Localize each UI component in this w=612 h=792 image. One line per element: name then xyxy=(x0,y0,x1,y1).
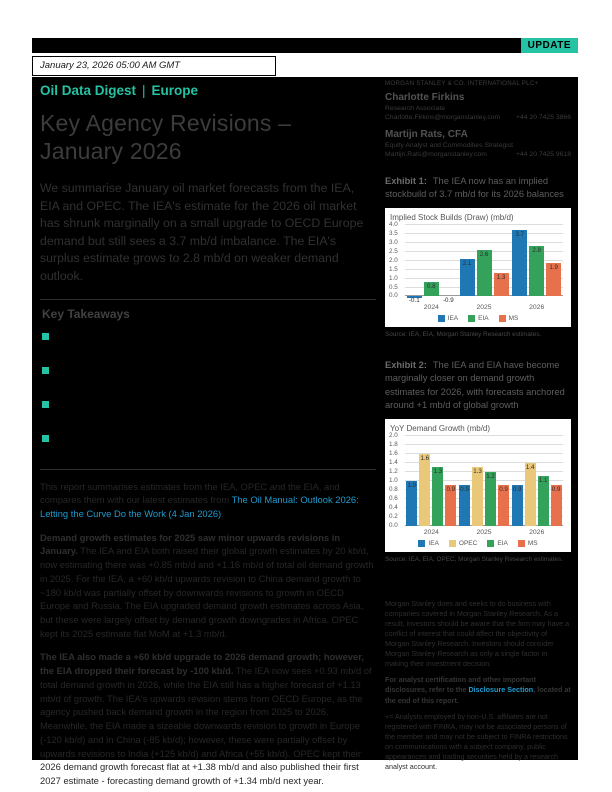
x-tick-label: 2026 xyxy=(529,528,545,536)
y-tick-label: 1.6 xyxy=(389,449,398,457)
y-tick-label: 1.4 xyxy=(389,458,398,466)
analyst-name: Martijn Rats, CFA xyxy=(385,129,468,140)
legend-item-eia xyxy=(468,315,488,322)
exhibit-1-caption xyxy=(385,175,571,202)
y-tick-label: 4.0 xyxy=(389,220,398,228)
gridline xyxy=(405,444,563,445)
entity-line: MORGAN STANLEY & CO. INTERNATIONAL PLC+ xyxy=(385,80,539,87)
gridline xyxy=(405,242,563,243)
x-tick-label: 2025 xyxy=(476,303,492,311)
bar-value-label: 1.0 xyxy=(407,481,417,489)
key-takeaways-list xyxy=(42,327,376,463)
analyst-name: Charlotte Firkins xyxy=(385,92,465,103)
y-tick-label: 1.5 xyxy=(389,265,398,273)
top-bar xyxy=(32,38,578,53)
legend-swatch-icon xyxy=(487,540,494,547)
bar-value-label: -0.9 xyxy=(442,297,454,305)
bar-value-label: 1.2 xyxy=(486,472,495,480)
bar-value-label: 2.8 xyxy=(532,247,541,255)
page-title: Key Agency Revisions – January 2026 xyxy=(40,110,292,165)
bar-value-label: 0.9 xyxy=(446,486,456,494)
analyst-1 xyxy=(385,92,571,121)
bar-value-label: 0.9 xyxy=(512,486,522,494)
disclosure-certification xyxy=(385,675,571,705)
bullet-square-icon xyxy=(42,333,49,340)
bar-eia-2024 xyxy=(432,467,443,526)
legend-swatch-icon xyxy=(438,315,445,322)
y-tick-label: 0.0 xyxy=(389,521,398,529)
y-tick-label: 0.8 xyxy=(389,485,398,493)
disclosure-finra: += Analysts employed by non-U.S. affiliates are not registered with FINRA, may not be associated persons of the member and may not be subject to FINRA restrictions on communications with a subject company, public appearances and trading securities held by a research analyst account. xyxy=(385,711,568,771)
chart-title: Implied Stock Builds (Draw) (mb/d) xyxy=(390,212,514,222)
left-column xyxy=(40,77,376,788)
legend-label: MS xyxy=(508,314,519,322)
bar-opec-2024 xyxy=(419,454,430,526)
y-tick-label: 0.2 xyxy=(389,512,398,520)
masthead xyxy=(40,83,376,98)
analyst-2 xyxy=(385,129,571,158)
bar-value-label: 0.9 xyxy=(499,486,508,494)
x-tick-label: 2025 xyxy=(476,528,492,536)
bullet-square-icon xyxy=(42,401,49,408)
exhibit-1-source: Source: IEA, EIA, Morgan Stanley Research estimates. xyxy=(385,330,542,338)
chart-plot-area xyxy=(389,431,567,529)
paragraph-intro xyxy=(40,480,376,521)
bar-opec-2026 xyxy=(525,463,536,526)
bar-value-label: 0.8 xyxy=(427,283,436,291)
y-tick-label: 1.2 xyxy=(389,467,398,475)
exhibit-2-caption-text: The IEA and EIA have become marginally closer on demand growth estimates for 2026, with forecasts anchored around +1 mb/d of global growth xyxy=(385,359,565,411)
paragraph-2025-lead: Demand growth estimates for 2025 saw minor upwards revisions in January. xyxy=(40,531,341,557)
update-badge: UPDATE xyxy=(521,38,578,53)
bar-value-label: 0.9 xyxy=(460,486,469,494)
analyst-role: Research Associate xyxy=(385,105,446,112)
disclosure-cert-post: , located at the end of this report. xyxy=(385,685,571,705)
legend-swatch-icon xyxy=(468,315,475,322)
bar-value-label: -0.1 xyxy=(408,297,420,305)
y-tick-label: 0.6 xyxy=(389,494,398,502)
abstract: We summarise January oil market forecasts from the IEA, EIA and OPEC. The IEA's estimate for the 2026 oil market has shrunk marginally on a small upgrade to OECD Europe demand but still sees a 3.7 mb/d imbalance. The EIA's surplus estimate grows to 2.8 mb/d on weaker demand outlook. xyxy=(40,181,364,283)
masthead-separator: | xyxy=(142,83,146,98)
gridline xyxy=(405,435,563,436)
masthead-region: Europe xyxy=(151,83,199,98)
body-text xyxy=(40,480,376,788)
x-tick-label: 2026 xyxy=(529,303,545,311)
chart-legend xyxy=(389,536,567,549)
legend-item-iea xyxy=(438,315,458,322)
y-tick-label: 1.0 xyxy=(389,476,398,484)
y-tick-label: 1.0 xyxy=(389,274,398,282)
exhibit-2-chart xyxy=(385,419,571,552)
takeaway-item xyxy=(42,395,376,429)
bar-value-label: 1.4 xyxy=(525,463,535,471)
publish-date: January 23, 2026 05:00 AM GMT xyxy=(32,56,276,76)
analyst-email[interactable]: Martijn.Rats@morganstanley.com xyxy=(385,151,487,158)
exhibit-2-caption xyxy=(385,359,571,413)
exhibit-2-source: Source: IEA, EIA, OPEC, Morgan Stanley Research estimates. xyxy=(385,555,563,563)
legend-item-ms xyxy=(518,540,538,547)
paragraph-2026-revisions xyxy=(40,650,376,787)
bar-iea-2026 xyxy=(512,230,527,296)
exhibit-1-label: Exhibit 1: xyxy=(385,176,427,186)
legend-label: EIA xyxy=(478,314,489,322)
legend-label: IEA xyxy=(447,314,459,322)
legend-label: OPEC xyxy=(458,539,478,547)
y-tick-label: 1.8 xyxy=(389,440,398,448)
y-tick-label: 2.0 xyxy=(389,256,398,264)
key-takeaways-section xyxy=(40,299,376,470)
chart-title: YoY Demand Growth (mb/d) xyxy=(390,423,491,433)
disclosure-section-link[interactable]: Disclosure Section xyxy=(468,685,534,695)
bar-value-label: 1.9 xyxy=(549,263,558,271)
legend-label: MS xyxy=(527,539,538,547)
exhibit-2-label: Exhibit 2: xyxy=(385,359,427,370)
bar-value-label: 2.6 xyxy=(479,250,489,258)
y-tick-label: 3.0 xyxy=(389,238,398,246)
gridline xyxy=(405,224,563,225)
y-tick-label: 2.5 xyxy=(389,247,398,255)
disclosure-conflict: Morgan Stanley does and seeks to do business with companies covered in Morgan Stanley Research. As a result, investors should be aware that the firm may have a conflict of interest that could affect the objectivity of Morgan Stanley Research. Investors should consider Morgan Stanley Research as only a single factor in making their investment decision. xyxy=(385,598,570,669)
bar-value-label: 1.6 xyxy=(420,454,430,462)
chart-x-axis xyxy=(405,301,563,311)
y-tick-label: 0.5 xyxy=(389,283,398,291)
bar-value-label: 3.7 xyxy=(515,231,524,239)
bar-value-label: 1.3 xyxy=(473,468,482,476)
paragraph-2025-revisions xyxy=(40,531,376,641)
takeaway-item xyxy=(42,429,376,463)
gridline xyxy=(405,233,563,234)
legend-label: EIA xyxy=(497,539,508,547)
y-tick-label: 0.4 xyxy=(389,503,398,511)
right-column xyxy=(385,77,571,772)
legend-item-ms xyxy=(499,315,519,322)
analyst-phone: +44 20 7425 9618 xyxy=(516,151,571,158)
legend-item-eia xyxy=(487,540,507,547)
oil-manual-link[interactable]: The Oil Manual: Outlook 2026: Letting the Curve Do the Work (4 Jan 2026) xyxy=(40,494,359,519)
exhibit-1-caption-text: The IEA now has an implied stockbuild of 3.7 mb/d for its 2026 balances xyxy=(385,176,564,200)
key-takeaways-heading: Key Takeaways xyxy=(42,306,130,321)
disclosure-section xyxy=(385,599,571,772)
chart-x-axis xyxy=(405,526,563,536)
legend-label: IEA xyxy=(428,539,439,547)
analyst-role: Equity Analyst and Commodities Strategist xyxy=(385,142,514,149)
chart-legend xyxy=(389,311,567,324)
bar-value-label: 2.1 xyxy=(462,259,472,267)
paragraph-intro-text: This report summarises estimates from the IEA, OPEC and the EIA, and compares them with our latest estimates from xyxy=(40,480,340,506)
analyst-phone: +44 20 7425 3866 xyxy=(516,114,571,121)
x-tick-label: 2024 xyxy=(423,303,439,311)
y-tick-label: 2.0 xyxy=(389,431,398,439)
legend-swatch-icon xyxy=(499,315,506,322)
bullet-square-icon xyxy=(42,367,49,374)
legend-item-iea xyxy=(418,540,438,547)
paragraph-2026-lead: The IEA also made a +60 kb/d upgrade to 2026 demand growth; however, the EIA dropped their forecast by -100 kb/d. xyxy=(40,651,364,677)
chart-plot-area xyxy=(389,220,567,305)
legend-swatch-icon xyxy=(449,540,456,547)
bar-eia-2025 xyxy=(485,472,496,526)
bar-value-label: 1.1 xyxy=(538,477,548,485)
paragraph-2025-body: The IEA and EIA both raised their global growth estimates by 20 kb/d, now estimating there was +0.85 mb/d and +1.16 mb/d of total oil demand growth in 2025. For the IEA, a +60 kb/d upwards revision to China demand growth to ~180 kb/d was partially offset by downwards revisions to growth in OECD Europe and Russia. The EIA upgraded demand growth estimates across Asia, but these were largely offset by demand growth downgrades in Africa. OPEC kept its 2025 estimate flat MoM at +1.3 mb/d. xyxy=(40,545,374,639)
exhibit-1-chart xyxy=(385,208,571,327)
bar-value-label: 1.3 xyxy=(496,274,506,282)
bar-value-label: 1.3 xyxy=(433,468,443,476)
content-area xyxy=(32,77,578,786)
takeaway-item xyxy=(42,327,376,361)
legend-item-opec xyxy=(449,540,477,547)
paragraph-intro-period: . xyxy=(221,508,224,519)
analyst-email[interactable]: Charlotte.Firkins@morganstanley.com xyxy=(385,114,501,121)
bullet-square-icon xyxy=(42,435,49,442)
y-tick-label: 0.0 xyxy=(389,292,398,300)
bar-value-label: 0.9 xyxy=(551,486,561,494)
takeaway-item xyxy=(42,361,376,395)
disclosure-cert-pre: For analyst certification and other important disclosures, refer to the xyxy=(385,675,536,695)
legend-swatch-icon xyxy=(418,540,425,547)
paragraph-2026-body: The IEA now sees +0.93 mb/d of total demand growth in 2026, while the EIA still has a higher forecast of +1.13 mb/d of growth. The IEA's upwards revision stems from OECD Europe, as the agency pushed back demand growth in the region from 2025 to 2026. Meanwhile, the EIA made a sizeable downwards revision to growth in Europe (-120 kb/d) and in China (-85 kb/d); however, these were partially offset by upwards revisions to India (+125 kb/d) and Africa (+55 kb/d). OPEC kept their 2026 demand growth forecast flat at +1.38 mb/d and also published their first 2027 estimate - forecasting demand growth of +1.34 mb/d next year. xyxy=(40,665,372,786)
legend-swatch-icon xyxy=(518,540,525,547)
x-tick-label: 2024 xyxy=(423,528,439,536)
masthead-title: Oil Data Digest xyxy=(40,83,137,98)
y-tick-label: 3.5 xyxy=(389,229,398,237)
